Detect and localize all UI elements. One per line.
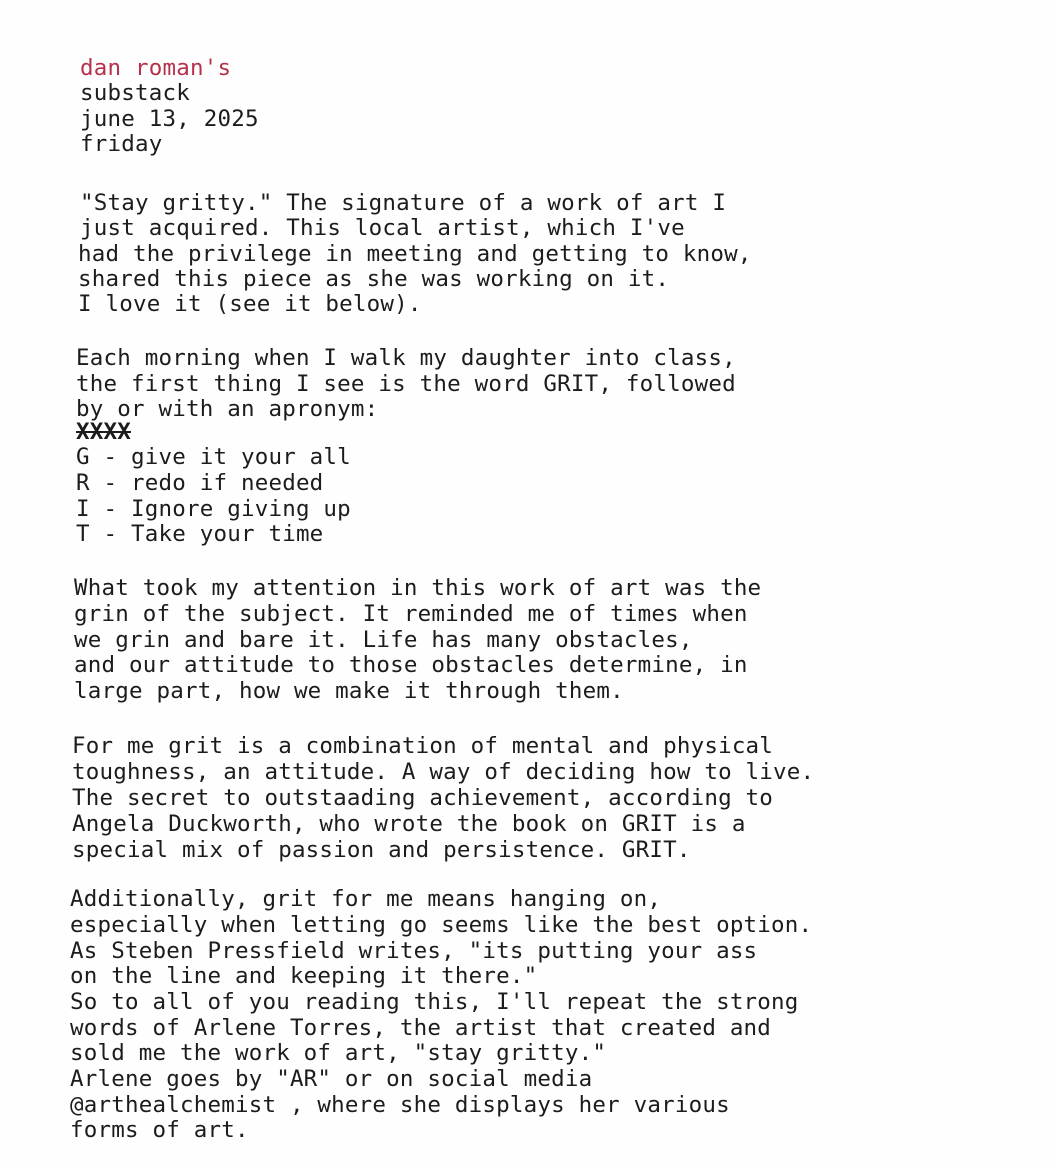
p5-line-10: forms of art. <box>70 1117 249 1143</box>
struck-out-word: XXXX <box>76 419 131 445</box>
p1-line-5: I love it (see it below). <box>78 291 422 317</box>
acronym-t: T - Take your time <box>76 521 324 547</box>
p1-line-4: shared this piece as she was working on it. <box>78 266 670 292</box>
p5-line-9: @arthealchemist , where she displays her various <box>70 1092 730 1118</box>
p5-line-3: As Steben Pressfield writes, "its putting your ass <box>70 938 758 964</box>
p1-line-1: "Stay gritty." The signature of a work of art I <box>80 190 727 216</box>
p5-line-8: Arlene goes by "AR" or on social media <box>70 1066 593 1092</box>
p4-line-4: Angela Duckworth, who wrote the book on GRIT is a <box>72 811 746 837</box>
p5-line-6: words of Arlene Torres, the artist that created and <box>70 1015 772 1041</box>
publication-line: substack <box>80 80 190 106</box>
p2-line-2: the first thing I see is the word GRIT, followed <box>76 371 736 397</box>
p4-line-2: toughness, an attitude. A way of deciding how to live. <box>72 759 815 785</box>
acronym-r: R - redo if needed <box>76 470 324 496</box>
p5-line-5: So to all of you reading this, I'll repeat the strong <box>70 989 799 1015</box>
p5-line-7: sold me the work of art, "stay gritty." <box>70 1040 607 1066</box>
p1-line-2: just acquired. This local artist, which I've <box>80 215 685 241</box>
author-line: dan roman's <box>80 55 232 81</box>
p3-line-2: grin of the subject. It reminded me of times when <box>74 601 748 627</box>
acronym-i: I - Ignore giving up <box>76 496 351 522</box>
p3-line-5: large part, how we make it through them. <box>74 678 624 704</box>
p2-line-1: Each morning when I walk my daughter into class, <box>76 345 736 371</box>
p4-line-5: special mix of passion and persistence. GRIT. <box>72 837 691 863</box>
p2-line-3: by or with an apronym: <box>76 396 379 422</box>
date-line: june 13, 2025 <box>80 106 259 132</box>
acronym-g: G - give it your all <box>76 444 351 470</box>
p4-line-3: The secret to outstaading achievement, according to <box>72 785 774 811</box>
p1-line-3: had the privilege in meeting and getting to know, <box>78 241 752 267</box>
p3-line-1: What took my attention in this work of art was the <box>74 575 762 601</box>
p5-line-4: on the line and keeping it there." <box>70 963 538 989</box>
p3-line-3: we grin and bare it. Life has many obstacles, <box>74 627 693 653</box>
p4-line-1: For me grit is a combination of mental and physical <box>72 733 774 759</box>
p5-line-2: especially when letting go seems like the best option. <box>70 912 813 938</box>
p3-line-4: and our attitude to those obstacles determine, in <box>74 652 748 678</box>
weekday-line: friday <box>80 131 163 157</box>
p5-line-1: Additionally, grit for me means hanging on, <box>70 886 662 912</box>
